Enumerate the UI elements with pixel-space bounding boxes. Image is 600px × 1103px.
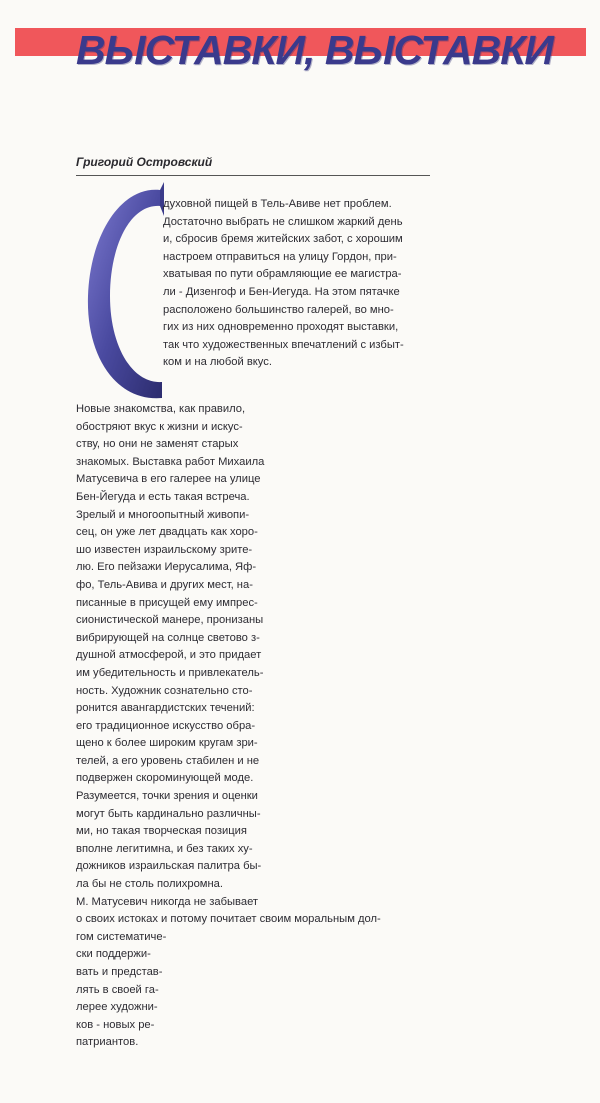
body-line: вполне легитимна, и без таких ху- [76,842,253,855]
lead-line: хватывая по пути обрамляющие ее магистра- [163,268,402,281]
body-line: ски поддержи- [76,948,151,961]
body-line: подвержен скороминующей моде. [76,772,254,785]
body-line: лерее художни- [76,1001,158,1014]
body-line: лять в своей га- [76,983,159,996]
body-line: о своих истоках и потому почитает своим моральным дол- [76,913,381,926]
body-line: Зрелый и многоопытный живопи- [76,508,250,521]
body-line: им убедительность и привлекатель- [76,666,264,679]
body-line: шо известен израильскому зрите- [76,543,253,556]
body-line: телей, а его уровень стабилен и не [76,754,260,767]
lead-line: ли - Дизенгоф и Бен-Иегуда. На этом пятачке [163,285,400,298]
lead-line: гих из них одновременно проходят выставки, [163,321,399,334]
lead-paragraph [163,196,453,372]
body-line: Бен-Йегуда и есть такая встреча. [76,490,250,503]
body-line: щено к более широким кругам зри- [76,737,258,750]
body-line: сионистической манере, пронизаны [76,614,264,627]
lead-line: расположено большинство галерей, во мно- [163,303,394,316]
body-line: ми, но такая творческая позиция [76,825,247,838]
lead-line: духовной пищей в Тель-Авиве нет проблем. [163,198,392,210]
page-title: ВЫСТАВКИ, ВЫСТАВКИ [76,27,553,73]
body-line: душной атмосферой, и это придает [76,649,262,662]
body-line: ронится авангардистских течений: [76,702,255,715]
author-byline: Григорий Островский [76,155,213,169]
lead-line: Достаточно выбрать не слишком жаркий день [163,215,403,228]
lead-line: ком и на любой вкус. [163,356,272,369]
body-line: патриантов. [76,1036,139,1049]
body-line: ла бы не столь полихромна. [76,878,224,891]
body-line: сец, он уже лет двадцать как хоро- [76,526,258,539]
body-line: Разумеется, точки зрения и оценки [76,790,258,803]
body-line: Новые знакомства, как правило, [76,403,246,415]
body-line: его традиционное искусство обра- [76,719,256,732]
body-line: ность. Художник сознательно сто- [76,684,253,697]
body-line: лю. Его пейзажи Иерусалима, Яф- [76,561,257,574]
body-line: гом систематиче- [76,930,167,943]
drop-cap-letter [80,176,166,412]
body-line: Матусевича в его галерее на улице [76,473,261,486]
body-line: знакомых. Выставка работ Михаила [76,455,265,468]
body-column [76,401,456,1052]
lead-line: и, сбросив бремя житейских забот, с хорошим [163,233,403,246]
body-line: М. Матусевич никогда не забывает [76,895,259,908]
body-line: ков - новых ре- [76,1018,155,1031]
body-line: вибрирующей на солнце светово з- [76,631,260,644]
body-line: фо, Тель-Авива и других мест, на- [76,578,253,591]
lead-line: так что художественных впечатлений с избыт- [163,338,404,351]
body-line: могут быть кардинально различны- [76,807,261,820]
lead-line: настроем отправиться на улицу Гордон, при- [163,250,397,263]
body-line: вать и представ- [76,966,163,978]
body-line: дожников израильская палитра бы- [76,860,262,873]
body-line: ству, но они не заменят старых [76,438,239,451]
body-line: обостряют вкус к жизни и искус- [76,420,243,433]
body-line: писанные в присущей ему импрес- [76,596,258,609]
